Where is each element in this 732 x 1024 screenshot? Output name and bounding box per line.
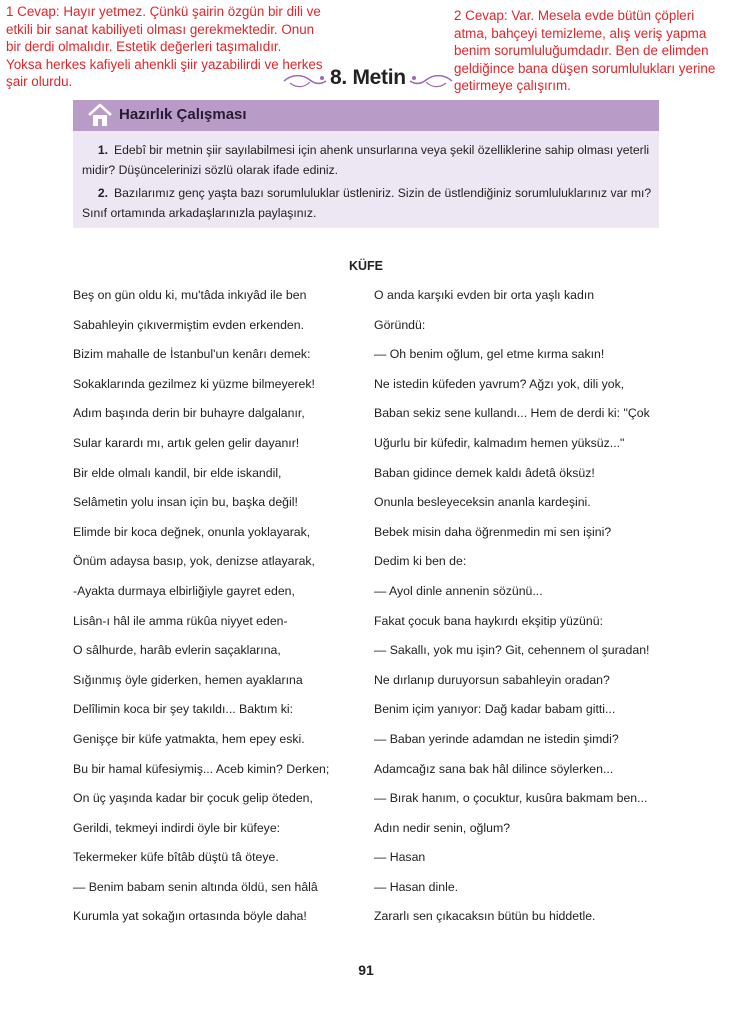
poem-line: — Sakallı, yok mu işin? Git, cehennem ol şuradan! [374, 643, 650, 658]
poem-line: Ne istedin küfeden yavrum? Ağzı yok, dili yok, [374, 376, 625, 391]
poem-line: Tekermeker küfe bîtâb düştü tâ öteye. [73, 850, 279, 865]
poem-line: Adım başında derin bir buhayre dalgalanır, [73, 406, 305, 421]
poem-line: — Hasan [374, 850, 426, 865]
answer-note-1: 1 Cevap: Hayır yetmez. Çünkü şairin özgün bir dili ve etkili bir sanat kabiliyeti olması gerekmektedir. Onun bir derdi olmalıdır. Estetik değerleri taşımalıdır. Yoksa herkes kafiyeli ahenkli şiir yazabilirdi ve herkes şair olurdu. [6, 4, 323, 89]
question-2-text: Bazılarımız genç yaşta bazı sorumluluklar üstleniriz. Sizin de üstlendiğiniz sorumluluklarınız var mı? Sınıf ortamında arkadaşlarınızla paylaşınız. [82, 186, 652, 220]
poem-line: Fakat çocuk bana haykırdı ekşitip yüzünü: [374, 613, 603, 628]
poem-line: Elimde bir koca değnek, onunla yoklayarak, [73, 524, 311, 539]
poem-line: O sâlhurde, harâb evlerin saçaklarına, [73, 643, 281, 658]
section-title [0, 62, 732, 98]
poem-line: Adamcağız sana bak hâl dilince söylerken... [374, 761, 614, 776]
poem-line: Uğurlu bir küfedir, kalmadım hemen yüksüz..." [374, 435, 625, 450]
poem-line: Ne dırlanıp duruyorsun sabahleyin oradan? [374, 672, 610, 687]
poem-line: Beş on gün oldu ki, mu'tâda inkıyâd ile ben [73, 288, 307, 302]
poem-line: Zararlı sen çıkacaksın bütün bu hiddetle. [374, 909, 596, 924]
poem-line: — Benim babam senin altında öldü, sen hâlâ [73, 879, 318, 894]
preparation-header [73, 100, 659, 131]
poem-line: Baban gidince demek kaldı âdetâ öksüz! [374, 465, 595, 480]
poem-line: Bir elde olmalı kandil, bir elde iskandil, [73, 465, 282, 480]
ornament-right-icon [408, 70, 454, 92]
poem-line: Göründü: [374, 317, 426, 332]
poem-line: Sığınmış öyle giderken, hemen ayaklarına [73, 672, 303, 687]
poem-line: Delîlimin koca bir şey takıldı... Baktım ki: [73, 702, 294, 717]
poem-line: O anda karşıki evden bir orta yaşlı kadın [374, 288, 595, 302]
page-number: 91 [358, 962, 374, 978]
poem-line: Sular karardı mı, artık gelen gelir dayanır! [73, 435, 300, 450]
poem-line: Kurumla yat sokağın ortasında böyle daha! [73, 909, 307, 924]
poem-line: Bebek misin daha öğrenmedin mi sen işini? [374, 524, 612, 539]
poem-line: Baban sekiz sene kullandı... Hem de derdi ki: "Çok [374, 406, 650, 421]
poem-line: Genişçe bir küfe yatmakta, hem epey eski. [73, 731, 305, 746]
poem-line: Lisân-ı hâl ile amma rükûa niyyet eden- [73, 613, 288, 628]
poem-column-right [374, 285, 674, 936]
poem-line: Dedim ki ben de: [374, 554, 467, 569]
poem-line: Bu bir hamal küfesiymiş... Aceb kimin? Derken; [73, 761, 330, 776]
poem-line: — Baban yerinde adamdan ne istedin şimdi? [374, 731, 619, 746]
poem-line: Sokaklarında gezilmez ki yüzme bilmeyerek! [73, 376, 315, 391]
question-1-number: 1. [97, 143, 108, 157]
preparation-questions [73, 131, 659, 228]
poem-line: Onunla besleyeceksin ananla kardeşini. [374, 495, 591, 510]
question-2-number: 2. [97, 186, 108, 200]
answer-note-2: 2 Cevap: Var. Mesela evde bütün çöpleri atma, bahçeyi temizleme, alış veriş yapma benim sorumluluğumdadır. Ben de elimden geldiğince bana düşen sorumlulukları yerine getirmeye çalışırım. [454, 8, 716, 93]
poem-line: -Ayakta durmaya elbirliğiyle gayret eden, [73, 583, 295, 598]
poem-line: Adın nedir senin, oğlum? [374, 820, 511, 835]
poem-line: Önüm adaysa basıp, yok, denizse atlayarak, [73, 554, 315, 569]
poem-line: Gerildi, tekmeyi indirdi öyle bir küfeye: [73, 820, 281, 835]
poem-line: Sabahleyin çıkıvermiştim evden erkenden. [73, 317, 305, 332]
poem-line: — Hasan dinle. [374, 879, 459, 894]
question-2 [82, 183, 652, 223]
poem-line: Benim içim yanıyor: Dağ kadar babam gitti... [374, 702, 616, 717]
home-icon [87, 103, 113, 128]
page-title: 8. Metin [330, 66, 406, 89]
poem-line: — Oh benim oğlum, gel etme kırma sakın! [374, 347, 605, 362]
question-1 [82, 140, 652, 180]
poem-line: — Ayol dinle annenin sözünü... [374, 583, 543, 598]
question-1-text: Edebî bir metnin şiir sayılabilmesi için ahenk unsurlarına veya şekil özelliklerine sahip olması yeterli midir? Düşüncelerinizi sözlü olarak ifade ediniz. [82, 143, 650, 177]
poem-column-left [73, 285, 363, 936]
ornament-left-icon [282, 70, 328, 92]
poem-title: KÜFE [348, 259, 384, 273]
preparation-title: Hazırlık Çalışması [119, 106, 247, 123]
poem-line: Bizim mahalle de İstanbul'un kenârı demek: [73, 347, 311, 362]
poem-line: — Bırak hanım, o çocuktur, kusûra bakmam ben... [374, 791, 648, 806]
poem-line: Selâmetin yolu insan için bu, başka değil! [73, 495, 298, 510]
poem-line: On üç yaşında kadar bir çocuk gelip öteden, [73, 791, 313, 806]
